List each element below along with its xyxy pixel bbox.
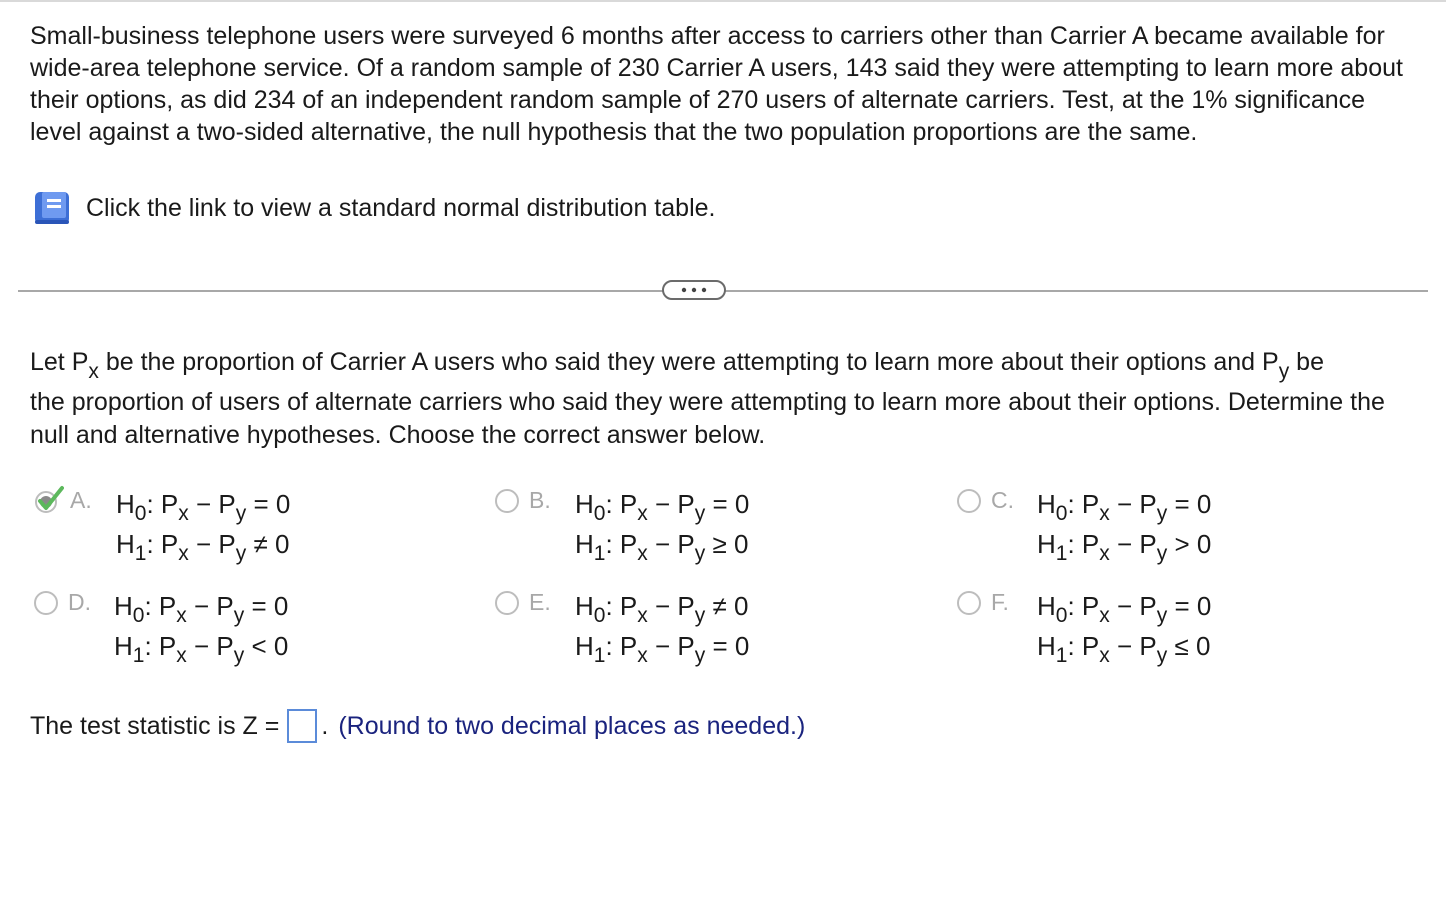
radio-button[interactable] [957,591,981,615]
option-letter: A. [70,487,92,513]
option-e[interactable] [495,586,749,666]
rounding-hint: (Round to two decimal places as needed.) [338,712,806,740]
null-hypothesis: $H_0$: $P_x - P_y \ne 0$ [575,591,749,627]
option-letter: C. [991,487,1014,513]
more-dots-icon [679,286,709,294]
answer-period: . [321,712,329,740]
null-hypothesis: $H_0$: $P_x - P_y = 0$ [114,591,289,627]
radio-button[interactable] [957,489,981,513]
radio-selected-icon[interactable] [34,485,64,515]
option-letter: D. [68,589,91,615]
option-letter: F. [991,589,1009,615]
null-hypothesis: $H_0$: $P_x - P_y = 0$ [575,489,750,525]
option-letter: B. [529,487,551,513]
option-b[interactable] [495,484,749,564]
alternative-hypothesis: $H_1$: $P_x - P_y = 0$ [575,631,750,667]
question-let: Let P [30,348,89,376]
normal-table-link-text[interactable]: Click the link to view a standard normal distribution table. [86,194,716,222]
alternative-hypothesis: $H_1$: $P_x - P_y > 0$ [1037,529,1212,565]
alternative-hypothesis: $H_1$: $P_x - P_y < 0$ [114,631,289,667]
normal-table-link[interactable] [32,188,715,228]
test-statistic-label: The test statistic is Z = [30,712,280,740]
option-e-hypotheses [575,586,749,666]
null-hypothesis: $H_0$: $P_x - P_y = 0$ [1037,489,1212,525]
alternative-hypothesis: $H_1$: $P_x - P_y \ge 0$ [575,529,749,565]
py-subscript: y [1278,360,1290,383]
option-a[interactable] [34,484,290,564]
option-d-hypotheses [114,586,288,666]
radio-button[interactable] [495,591,519,615]
test-statistic-input[interactable] [287,709,317,743]
option-b-hypotheses [575,484,749,564]
option-c-hypotheses [1037,484,1211,564]
book-icon[interactable] [32,188,72,228]
option-d[interactable] [34,586,288,666]
null-hypothesis: $H_0$: $P_x - P_y = 0$ [1037,591,1212,627]
option-f-hypotheses [1037,586,1211,666]
alternative-hypothesis: $H_1$: $P_x - P_y \ne 0$ [116,529,290,565]
radio-button[interactable] [495,489,519,513]
null-hypothesis: $H_0$: $P_x - P_y = 0$ [116,489,291,525]
option-letter: E. [529,589,551,615]
top-rule [0,0,1446,2]
question-rest: the proportion of users of alternate carriers who said they were attempting to learn more about their options. Determine the null and alternative hypotheses. Choose the correct answer below. [30,388,1385,449]
question-be: be [1289,348,1324,376]
option-a-hypotheses [116,484,290,564]
px-subscript: x [88,360,99,383]
question-prompt [30,346,1420,452]
expand-more-button[interactable] [662,280,726,300]
option-c[interactable] [957,484,1211,564]
option-f[interactable] [957,586,1211,666]
alternative-hypothesis: $H_1$: $P_x - P_y \le 0$ [1037,631,1211,667]
test-statistic-row [30,708,805,744]
radio-button[interactable] [34,591,58,615]
question-mid: be the proportion of Carrier A users who said they were attempting to learn more about their options and P [98,348,1279,376]
problem-statement: Small-business telephone users were surveyed 6 months after access to carriers other than Carrier A became available for wide-area telephone service. Of a random sample of 230 Carrier A users, 143 said they were attempting to learn more about their options, as did 234 of an independent random sample of 270 users of alternate carriers. Test, at the 1% significance level against a two-sided alternative, the null hypothesis that the two population proportions are the same. [30,22,1403,146]
